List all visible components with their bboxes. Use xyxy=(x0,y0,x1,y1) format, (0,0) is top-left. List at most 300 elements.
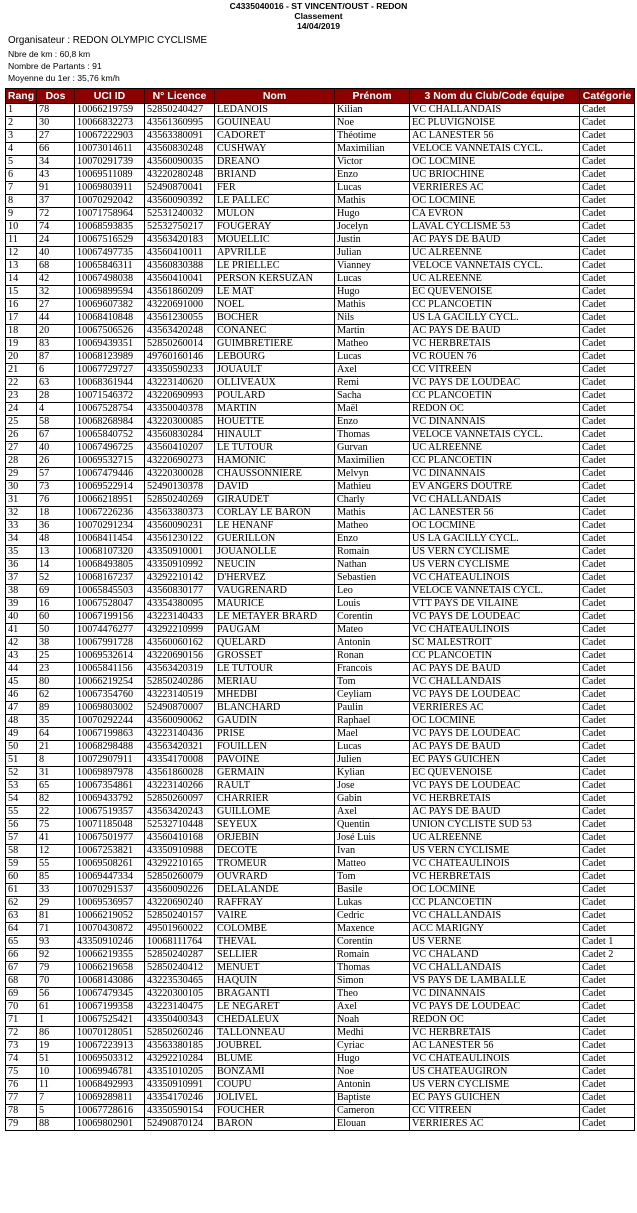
cell-category: Cadet xyxy=(580,1092,635,1105)
cell-uci-id: 10068593835 xyxy=(75,221,145,234)
cell-club: EC PLUVIGNOISE xyxy=(410,117,580,130)
cell-uci-id: 10067253821 xyxy=(75,845,145,858)
cell-last-name: CHARRIER xyxy=(215,793,335,806)
cell-club: US LA GACILLY CYCL. xyxy=(410,312,580,325)
cell-bib: 67 xyxy=(37,429,75,442)
table-row xyxy=(6,793,635,806)
cell-bib: 58 xyxy=(37,416,75,429)
cell-rank: 64 xyxy=(6,923,37,936)
cell-licence: 43563380091 xyxy=(145,130,215,143)
cell-licence: 43560060162 xyxy=(145,637,215,650)
cell-first-name: Mateo xyxy=(335,624,410,637)
cell-first-name: Corentin xyxy=(335,611,410,624)
cell-category: Cadet xyxy=(580,234,635,247)
cell-licence: 43292210142 xyxy=(145,572,215,585)
cell-club: VC CHATEAULINOIS xyxy=(410,1053,580,1066)
cell-club: ACC MARIGNY xyxy=(410,923,580,936)
cell-club: US CHATEAUGIRON xyxy=(410,1066,580,1079)
cell-category: Cadet xyxy=(580,156,635,169)
cell-first-name: Noe xyxy=(335,1066,410,1079)
table-row xyxy=(6,611,635,624)
cell-club: REDON OC xyxy=(410,403,580,416)
cell-club: CC VITREEN xyxy=(410,1105,580,1118)
cell-uci-id: 10068493805 xyxy=(75,559,145,572)
cell-last-name: CHEDALEUX xyxy=(215,1014,335,1027)
cell-licence: 52490870041 xyxy=(145,182,215,195)
cell-rank: 37 xyxy=(6,572,37,585)
cell-rank: 23 xyxy=(6,390,37,403)
cell-uci-id: 10066219658 xyxy=(75,962,145,975)
cell-licence: 52850260079 xyxy=(145,871,215,884)
table-row xyxy=(6,507,635,520)
cell-rank: 73 xyxy=(6,1040,37,1053)
cell-first-name: Elouan xyxy=(335,1118,410,1131)
cell-bib: 64 xyxy=(37,728,75,741)
page-subtitle: Classement xyxy=(294,11,343,21)
cell-bib: 24 xyxy=(37,234,75,247)
cell-bib: 71 xyxy=(37,923,75,936)
table-row xyxy=(6,520,635,533)
cell-uci-id: 10069946781 xyxy=(75,1066,145,1079)
cell-uci-id: 10068268984 xyxy=(75,416,145,429)
cell-club: VELOCE VANNETAIS CYCL. xyxy=(410,429,580,442)
cell-first-name: Melvyn xyxy=(335,468,410,481)
cell-club: VC DINANNAIS xyxy=(410,988,580,1001)
cell-rank: 60 xyxy=(6,871,37,884)
cell-rank: 59 xyxy=(6,858,37,871)
table-row xyxy=(6,234,635,247)
table-row xyxy=(6,273,635,286)
cell-club: CA EVRON xyxy=(410,208,580,221)
cell-rank: 47 xyxy=(6,702,37,715)
cell-first-name: Axel xyxy=(335,806,410,819)
cell-club: CC PLANCOETIN xyxy=(410,390,580,403)
cell-club: VC PAYS DE LOUDEAC xyxy=(410,377,580,390)
cell-club: UC ALREENNE xyxy=(410,247,580,260)
cell-last-name: HAQUIN xyxy=(215,975,335,988)
cell-first-name: Cameron xyxy=(335,1105,410,1118)
table-row xyxy=(6,780,635,793)
table-row xyxy=(6,182,635,195)
cell-first-name: Lucas xyxy=(335,351,410,364)
cell-club: VERRIERES AC xyxy=(410,182,580,195)
cell-last-name: THEVAL xyxy=(215,936,335,949)
cell-uci-id: 10068143086 xyxy=(75,975,145,988)
table-row xyxy=(6,442,635,455)
table-row xyxy=(6,1014,635,1027)
table-row xyxy=(6,975,635,988)
cell-category: Cadet xyxy=(580,728,635,741)
cell-last-name: PAVOINE xyxy=(215,754,335,767)
table-row xyxy=(6,1053,635,1066)
cell-licence: 43563420248 xyxy=(145,325,215,338)
cell-uci-id: 10067991728 xyxy=(75,637,145,650)
cell-licence: 43560830284 xyxy=(145,429,215,442)
cell-uci-id: 10067199358 xyxy=(75,1001,145,1014)
cell-uci-id: 10071758964 xyxy=(75,208,145,221)
cell-uci-id: 10068123989 xyxy=(75,351,145,364)
cell-category: Cadet xyxy=(580,793,635,806)
cell-club: VC PAYS DE LOUDEAC xyxy=(410,611,580,624)
table-row xyxy=(6,429,635,442)
cell-category: Cadet xyxy=(580,585,635,598)
cell-club: US VERN CYCLISME xyxy=(410,546,580,559)
cell-licence: 43560830248 xyxy=(145,143,215,156)
cell-first-name: Sacha xyxy=(335,390,410,403)
cell-category: Cadet xyxy=(580,169,635,182)
cell-first-name: Vianney xyxy=(335,260,410,273)
cell-category: Cadet xyxy=(580,221,635,234)
cell-club: VC ROUEN 76 xyxy=(410,351,580,364)
cell-rank: 3 xyxy=(6,130,37,143)
cell-first-name: Gabin xyxy=(335,793,410,806)
cell-rank: 67 xyxy=(6,962,37,975)
cell-last-name: GERMAIN xyxy=(215,767,335,780)
cell-club: VC DINANNAIS xyxy=(410,468,580,481)
table-row xyxy=(6,1105,635,1118)
cell-category: Cadet xyxy=(580,806,635,819)
cell-category: Cadet xyxy=(580,624,635,637)
cell-last-name: SEYEUX xyxy=(215,819,335,832)
cell-licence: 43560090231 xyxy=(145,520,215,533)
table-row xyxy=(6,910,635,923)
cell-bib: 51 xyxy=(37,1053,75,1066)
cell-rank: 17 xyxy=(6,312,37,325)
table-row xyxy=(6,1040,635,1053)
cell-last-name: TALLONNEAU xyxy=(215,1027,335,1040)
cell-bib: 92 xyxy=(37,949,75,962)
cell-rank: 50 xyxy=(6,741,37,754)
cell-first-name: Romain xyxy=(335,546,410,559)
table-row xyxy=(6,754,635,767)
cell-licence: 43563420319 xyxy=(145,663,215,676)
cell-bib: 30 xyxy=(37,117,75,130)
cell-uci-id: 10069803002 xyxy=(75,702,145,715)
cell-bib: 1 xyxy=(37,1014,75,1027)
cell-club: VC CHALLANDAIS xyxy=(410,494,580,507)
cell-first-name: Enzo xyxy=(335,533,410,546)
cell-last-name: MENUET xyxy=(215,962,335,975)
cell-last-name: MOUELLIC xyxy=(215,234,335,247)
cell-first-name: Lukas xyxy=(335,897,410,910)
average-speed-info: Moyenne du 1er : 35,76 km/h xyxy=(8,73,120,83)
cell-club: VC PAYS DE LOUDEAC xyxy=(410,780,580,793)
cell-licence: 52490870007 xyxy=(145,702,215,715)
table-row xyxy=(6,546,635,559)
cell-uci-id: 10065841156 xyxy=(75,663,145,676)
cell-first-name: Maximilien xyxy=(335,455,410,468)
cell-category: Cadet xyxy=(580,390,635,403)
cell-licence: 43220690156 xyxy=(145,650,215,663)
cell-last-name: LE METAYER BRARD xyxy=(215,611,335,624)
cell-last-name: CADORET xyxy=(215,130,335,143)
cell-club: AC LANESTER 56 xyxy=(410,130,580,143)
cell-rank: 25 xyxy=(6,416,37,429)
cell-rank: 30 xyxy=(6,481,37,494)
cell-bib: 11 xyxy=(37,1079,75,1092)
cell-last-name: COUPU xyxy=(215,1079,335,1092)
cell-bib: 68 xyxy=(37,260,75,273)
cell-uci-id: 10067479446 xyxy=(75,468,145,481)
table-row xyxy=(6,949,635,962)
cell-licence: 43563420183 xyxy=(145,234,215,247)
cell-licence: 43220300105 xyxy=(145,988,215,1001)
cell-uci-id: 10069522914 xyxy=(75,481,145,494)
table-row xyxy=(6,377,635,390)
cell-category: Cadet xyxy=(580,494,635,507)
cell-uci-id: 10068167237 xyxy=(75,572,145,585)
cell-rank: 16 xyxy=(6,299,37,312)
cell-bib: 5 xyxy=(37,1105,75,1118)
cell-category: Cadet xyxy=(580,338,635,351)
cell-first-name: Theo xyxy=(335,988,410,1001)
cell-first-name: Tom xyxy=(335,676,410,689)
cell-category: Cadet xyxy=(580,130,635,143)
cell-first-name: Medhi xyxy=(335,1027,410,1040)
cell-category: Cadet xyxy=(580,104,635,117)
cell-uci-id: 10069439351 xyxy=(75,338,145,351)
column-header-licence: N° Licence xyxy=(145,89,215,104)
cell-first-name: Noah xyxy=(335,1014,410,1027)
cell-category: Cadet xyxy=(580,637,635,650)
cell-first-name: Noe xyxy=(335,117,410,130)
cell-category: Cadet xyxy=(580,143,635,156)
cell-club: VC PAYS DE LOUDEAC xyxy=(410,689,580,702)
cell-licence: 52490870124 xyxy=(145,1118,215,1131)
cell-category: Cadet xyxy=(580,702,635,715)
table-row xyxy=(6,338,635,351)
cell-uci-id: 10067519357 xyxy=(75,806,145,819)
cell-category: Cadet xyxy=(580,689,635,702)
table-row xyxy=(6,286,635,299)
cell-rank: 55 xyxy=(6,806,37,819)
cell-bib: 89 xyxy=(37,702,75,715)
cell-category: Cadet xyxy=(580,1053,635,1066)
cell-rank: 71 xyxy=(6,1014,37,1027)
cell-rank: 15 xyxy=(6,286,37,299)
cell-uci-id: 10067354861 xyxy=(75,780,145,793)
cell-category: Cadet 1 xyxy=(580,936,635,949)
cell-club: VC CHALLANDAIS xyxy=(410,962,580,975)
cell-licence: 52850240269 xyxy=(145,494,215,507)
cell-bib: 38 xyxy=(37,637,75,650)
table-row xyxy=(6,728,635,741)
cell-rank: 57 xyxy=(6,832,37,845)
cell-bib: 57 xyxy=(37,468,75,481)
column-header-category: Catégorie xyxy=(580,89,635,104)
cell-first-name: Mathieu xyxy=(335,481,410,494)
cell-first-name: Nils xyxy=(335,312,410,325)
cell-bib: 22 xyxy=(37,806,75,819)
table-row xyxy=(6,741,635,754)
table-row xyxy=(6,559,635,572)
cell-club: VC PAYS DE LOUDEAC xyxy=(410,728,580,741)
cell-uci-id: 10067496725 xyxy=(75,442,145,455)
cell-bib: 60 xyxy=(37,611,75,624)
cell-licence: 43563420321 xyxy=(145,741,215,754)
cell-category: Cadet xyxy=(580,1066,635,1079)
cell-bib: 43 xyxy=(37,169,75,182)
distance-info: Nbre de km : 60,8 km xyxy=(8,49,91,59)
cell-rank: 77 xyxy=(6,1092,37,1105)
cell-bib: 86 xyxy=(37,1027,75,1040)
cell-uci-id: 10071185048 xyxy=(75,819,145,832)
cell-licence: 52850240412 xyxy=(145,962,215,975)
cell-category: Cadet xyxy=(580,455,635,468)
cell-last-name: OLLIVEAUX xyxy=(215,377,335,390)
cell-last-name: BOCHER xyxy=(215,312,335,325)
cell-bib: 72 xyxy=(37,208,75,221)
cell-club: VC PAYS DE LOUDEAC xyxy=(410,1001,580,1014)
cell-category: Cadet xyxy=(580,897,635,910)
cell-uci-id: 10072907911 xyxy=(75,754,145,767)
cell-rank: 51 xyxy=(6,754,37,767)
cell-last-name: HINAULT xyxy=(215,429,335,442)
cell-first-name: Julian xyxy=(335,247,410,260)
cell-club: CC PLANCOETIN xyxy=(410,897,580,910)
cell-bib: 50 xyxy=(37,624,75,637)
table-row xyxy=(6,1092,635,1105)
cell-uci-id: 10069532715 xyxy=(75,455,145,468)
cell-bib: 70 xyxy=(37,975,75,988)
table-row xyxy=(6,208,635,221)
cell-club: VELOCE VANNETAIS CYCL. xyxy=(410,260,580,273)
cell-licence: 43220691000 xyxy=(145,299,215,312)
cell-first-name: Kylian xyxy=(335,767,410,780)
cell-uci-id: 10069607382 xyxy=(75,299,145,312)
cell-last-name: GOUINEAU xyxy=(215,117,335,130)
cell-uci-id: 10067226236 xyxy=(75,507,145,520)
cell-bib: 20 xyxy=(37,325,75,338)
cell-club: VC HERBRETAIS xyxy=(410,1027,580,1040)
table-row xyxy=(6,624,635,637)
cell-licence: 43561860209 xyxy=(145,286,215,299)
table-row xyxy=(6,845,635,858)
cell-first-name: Matteo xyxy=(335,858,410,871)
cell-bib: 21 xyxy=(37,741,75,754)
cell-uci-id: 10067222903 xyxy=(75,130,145,143)
cell-licence: 43350910001 xyxy=(145,546,215,559)
table-row xyxy=(6,494,635,507)
cell-bib: 19 xyxy=(37,1040,75,1053)
cell-rank: 48 xyxy=(6,715,37,728)
cell-club: LAVAL CYCLISME 53 xyxy=(410,221,580,234)
cell-bib: 40 xyxy=(37,247,75,260)
cell-licence: 43350590233 xyxy=(145,364,215,377)
cell-rank: 41 xyxy=(6,624,37,637)
cell-last-name: LEDANOIS xyxy=(215,104,335,117)
column-header-rank: Rang xyxy=(6,89,37,104)
cell-last-name: CHAUSSONNIERE xyxy=(215,468,335,481)
cell-category: Cadet xyxy=(580,208,635,221)
cell-category: Cadet xyxy=(580,598,635,611)
cell-last-name: GUERILLON xyxy=(215,533,335,546)
cell-uci-id: 10067516529 xyxy=(75,234,145,247)
cell-licence: 52532710448 xyxy=(145,819,215,832)
cell-club: OC LOCMINE xyxy=(410,715,580,728)
cell-licence: 43350400343 xyxy=(145,1014,215,1027)
cell-bib: 73 xyxy=(37,481,75,494)
cell-first-name: Corentin xyxy=(335,936,410,949)
cell-licence: 43560410011 xyxy=(145,247,215,260)
cell-first-name: Basile xyxy=(335,884,410,897)
cell-category: Cadet xyxy=(580,845,635,858)
cell-last-name: PRISE xyxy=(215,728,335,741)
cell-licence: 43561860028 xyxy=(145,767,215,780)
cell-category: Cadet xyxy=(580,247,635,260)
cell-club: VERRIERES AC xyxy=(410,702,580,715)
table-row xyxy=(6,767,635,780)
cell-bib: 80 xyxy=(37,676,75,689)
table-row xyxy=(6,416,635,429)
table-row xyxy=(6,702,635,715)
cell-club: CC PLANCOETIN xyxy=(410,299,580,312)
cell-club: AC PAYS DE BAUD xyxy=(410,234,580,247)
cell-last-name: D'HERVEZ xyxy=(215,572,335,585)
cell-last-name: RAFFRAY xyxy=(215,897,335,910)
cell-bib: 40 xyxy=(37,442,75,455)
cell-last-name: BRAGANTI xyxy=(215,988,335,1001)
cell-first-name: Justin xyxy=(335,234,410,247)
cell-category: Cadet xyxy=(580,260,635,273)
cell-category: Cadet xyxy=(580,546,635,559)
cell-licence: 43223530465 xyxy=(145,975,215,988)
cell-uci-id: 10070292042 xyxy=(75,195,145,208)
cell-uci-id: 10069897978 xyxy=(75,767,145,780)
cell-bib: 32 xyxy=(37,286,75,299)
cell-uci-id: 10070291537 xyxy=(75,884,145,897)
cell-first-name: Axel xyxy=(335,364,410,377)
cell-licence: 43220300028 xyxy=(145,468,215,481)
cell-rank: 29 xyxy=(6,468,37,481)
cell-rank: 58 xyxy=(6,845,37,858)
table-row xyxy=(6,585,635,598)
cell-licence: 52850260246 xyxy=(145,1027,215,1040)
table-row xyxy=(6,936,635,949)
cell-rank: 44 xyxy=(6,663,37,676)
cell-club: UC ALREENNE xyxy=(410,442,580,455)
cell-rank: 27 xyxy=(6,442,37,455)
cell-rank: 32 xyxy=(6,507,37,520)
table-row xyxy=(6,455,635,468)
cell-uci-id: 10066219052 xyxy=(75,910,145,923)
cell-rank: 63 xyxy=(6,910,37,923)
cell-last-name: LE NEGARET xyxy=(215,1001,335,1014)
cell-bib: 48 xyxy=(37,533,75,546)
cell-licence: 43350040378 xyxy=(145,403,215,416)
cell-rank: 70 xyxy=(6,1001,37,1014)
cell-licence: 43223140475 xyxy=(145,1001,215,1014)
cell-uci-id: 10073014611 xyxy=(75,143,145,156)
cell-rank: 18 xyxy=(6,325,37,338)
cell-uci-id: 10065840752 xyxy=(75,429,145,442)
cell-category: Cadet xyxy=(580,1040,635,1053)
cell-rank: 14 xyxy=(6,273,37,286)
cell-rank: 49 xyxy=(6,728,37,741)
cell-uci-id: 10067199156 xyxy=(75,611,145,624)
cell-club: VELOCE VANNETAIS CYCL. xyxy=(410,143,580,156)
cell-last-name: POULARD xyxy=(215,390,335,403)
cell-uci-id: 10068107320 xyxy=(75,546,145,559)
cell-rank: 7 xyxy=(6,182,37,195)
cell-uci-id: 10071546372 xyxy=(75,390,145,403)
cell-bib: 79 xyxy=(37,962,75,975)
cell-bib: 26 xyxy=(37,455,75,468)
cell-uci-id: 10069508261 xyxy=(75,858,145,871)
cell-bib: 44 xyxy=(37,312,75,325)
cell-club: OC LOCMINE xyxy=(410,884,580,897)
cell-bib: 13 xyxy=(37,546,75,559)
